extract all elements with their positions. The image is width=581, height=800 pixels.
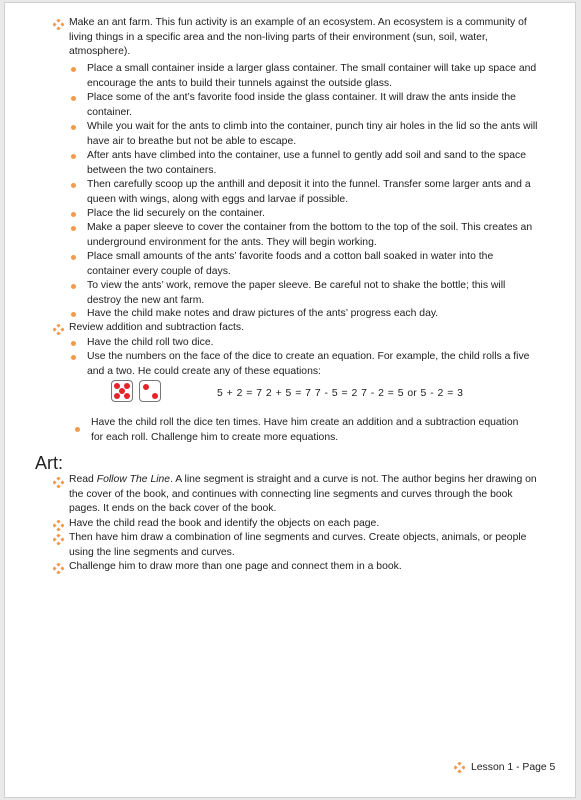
ant-step-4: After ants have climbed into the container, use a funnel to gently add soil and sand to the space between the two containers. (87, 150, 527, 176)
ant-step-1: Place a small container inside a larger glass container. The small container will take up space and encourage the ants to build their tunnels against the outside glass. (87, 63, 537, 89)
ant-step-5: Then carefully scoop up the anthill and deposit it into the funnel. Transfer some larger ants and a queen with wings, along with eggs and larvae if possible. (87, 179, 531, 205)
diamond-bullet-icon (53, 19, 64, 30)
diamond-bullet-icon (53, 324, 64, 335)
art-item-1: Have the child read the book and identify the objects on each page. (69, 518, 380, 529)
ant-step-8: Place small amounts of the ants’ favorite foods and a cotton ball soaked in water into the container every couple of days. (87, 251, 494, 277)
diamond-bullet-icon (53, 534, 64, 545)
math-step-2: Use the numbers on the face of the dice to create an equation. For example, the child rolls a five and a two. He could create any of these equations: (87, 351, 530, 377)
ant-step-3: While you wait for the ants to climb into the container, punch tiny air holes in the lid so the ants will have air to breathe but not be able to escape. (87, 121, 538, 147)
art-heading: Art: (35, 453, 64, 473)
bullet-dot (71, 226, 76, 231)
bullet-dot (71, 96, 76, 101)
diamond-bullet-icon (53, 563, 64, 574)
example-equations: 5 + 2 = 7 2 + 5 = 7 7 - 5 = 2 7 - 2 = 5 or 5 - 2 = 3 (217, 388, 463, 399)
bullet-dot (71, 67, 76, 72)
math-intro: Review addition and subtraction facts. (69, 322, 245, 333)
ant-step-2: Place some of the ant’s favorite food inside the glass container. It will draw the ants inside the container. (87, 92, 516, 118)
bullet-dot (71, 312, 76, 317)
art-item-3: Challenge him to draw more than one page and connect them in a book. (69, 561, 402, 572)
read-prefix: Read (69, 474, 97, 485)
bullet-dot (75, 427, 80, 432)
bullet-dot (71, 154, 76, 159)
bullet-dot (71, 284, 76, 289)
bullet-dot (71, 125, 76, 130)
book-title: Follow The Line (96, 474, 171, 485)
bullet-dot (71, 212, 76, 217)
ant-step-10: Have the child make notes and draw pictures of the ants’ progress each day. (87, 308, 439, 319)
ant-step-9: To view the ants’ work, remove the paper sleeve. Be careful not to shake the bottle; this will destroy the new ant farm. (87, 280, 506, 306)
diamond-bullet-icon (53, 520, 64, 531)
die-two (139, 380, 161, 402)
die-five (111, 380, 133, 402)
bullet-dot (71, 255, 76, 260)
art-item-2: Then have him draw a combination of line segments and curves. Create objects, animals, or people using the line segments and curves. (69, 532, 527, 558)
ant-step-6: Place the lid securely on the container. (87, 208, 265, 219)
math-final-step: Have the child roll the dice ten times. Have him create an addition and a subtraction equation for each roll. Challenge him to create more equations. (91, 417, 519, 443)
bullet-dot (71, 183, 76, 188)
ant-farm-intro: Make an ant farm. This fun activity is an example of an ecosystem. An ecosystem is a community of living things in a specific area and the non-living parts of their environment (sun, soil, water, atmosphere). (69, 17, 527, 57)
bullet-dot (71, 355, 76, 360)
page-footer: Lesson 1 - Page 5 (471, 762, 556, 773)
lesson-page (4, 2, 576, 798)
math-step-1: Have the child roll two dice. (87, 337, 214, 348)
bullet-dot (71, 341, 76, 346)
art-read-item (69, 473, 539, 517)
ant-step-7: Make a paper sleeve to cover the container from the bottom to the top of the soil. This creates an underground environment for the ants. They will begin working. (87, 222, 533, 248)
diamond-bullet-icon (53, 477, 64, 488)
diamond-bullet-icon (454, 762, 465, 773)
read-rest: . A line segment is straight and a curve is not. The author begins her drawing on the cover of the book, and continues with connecting line segments and curves through the book pages. It ends on the back cover of the book. (69, 474, 537, 514)
